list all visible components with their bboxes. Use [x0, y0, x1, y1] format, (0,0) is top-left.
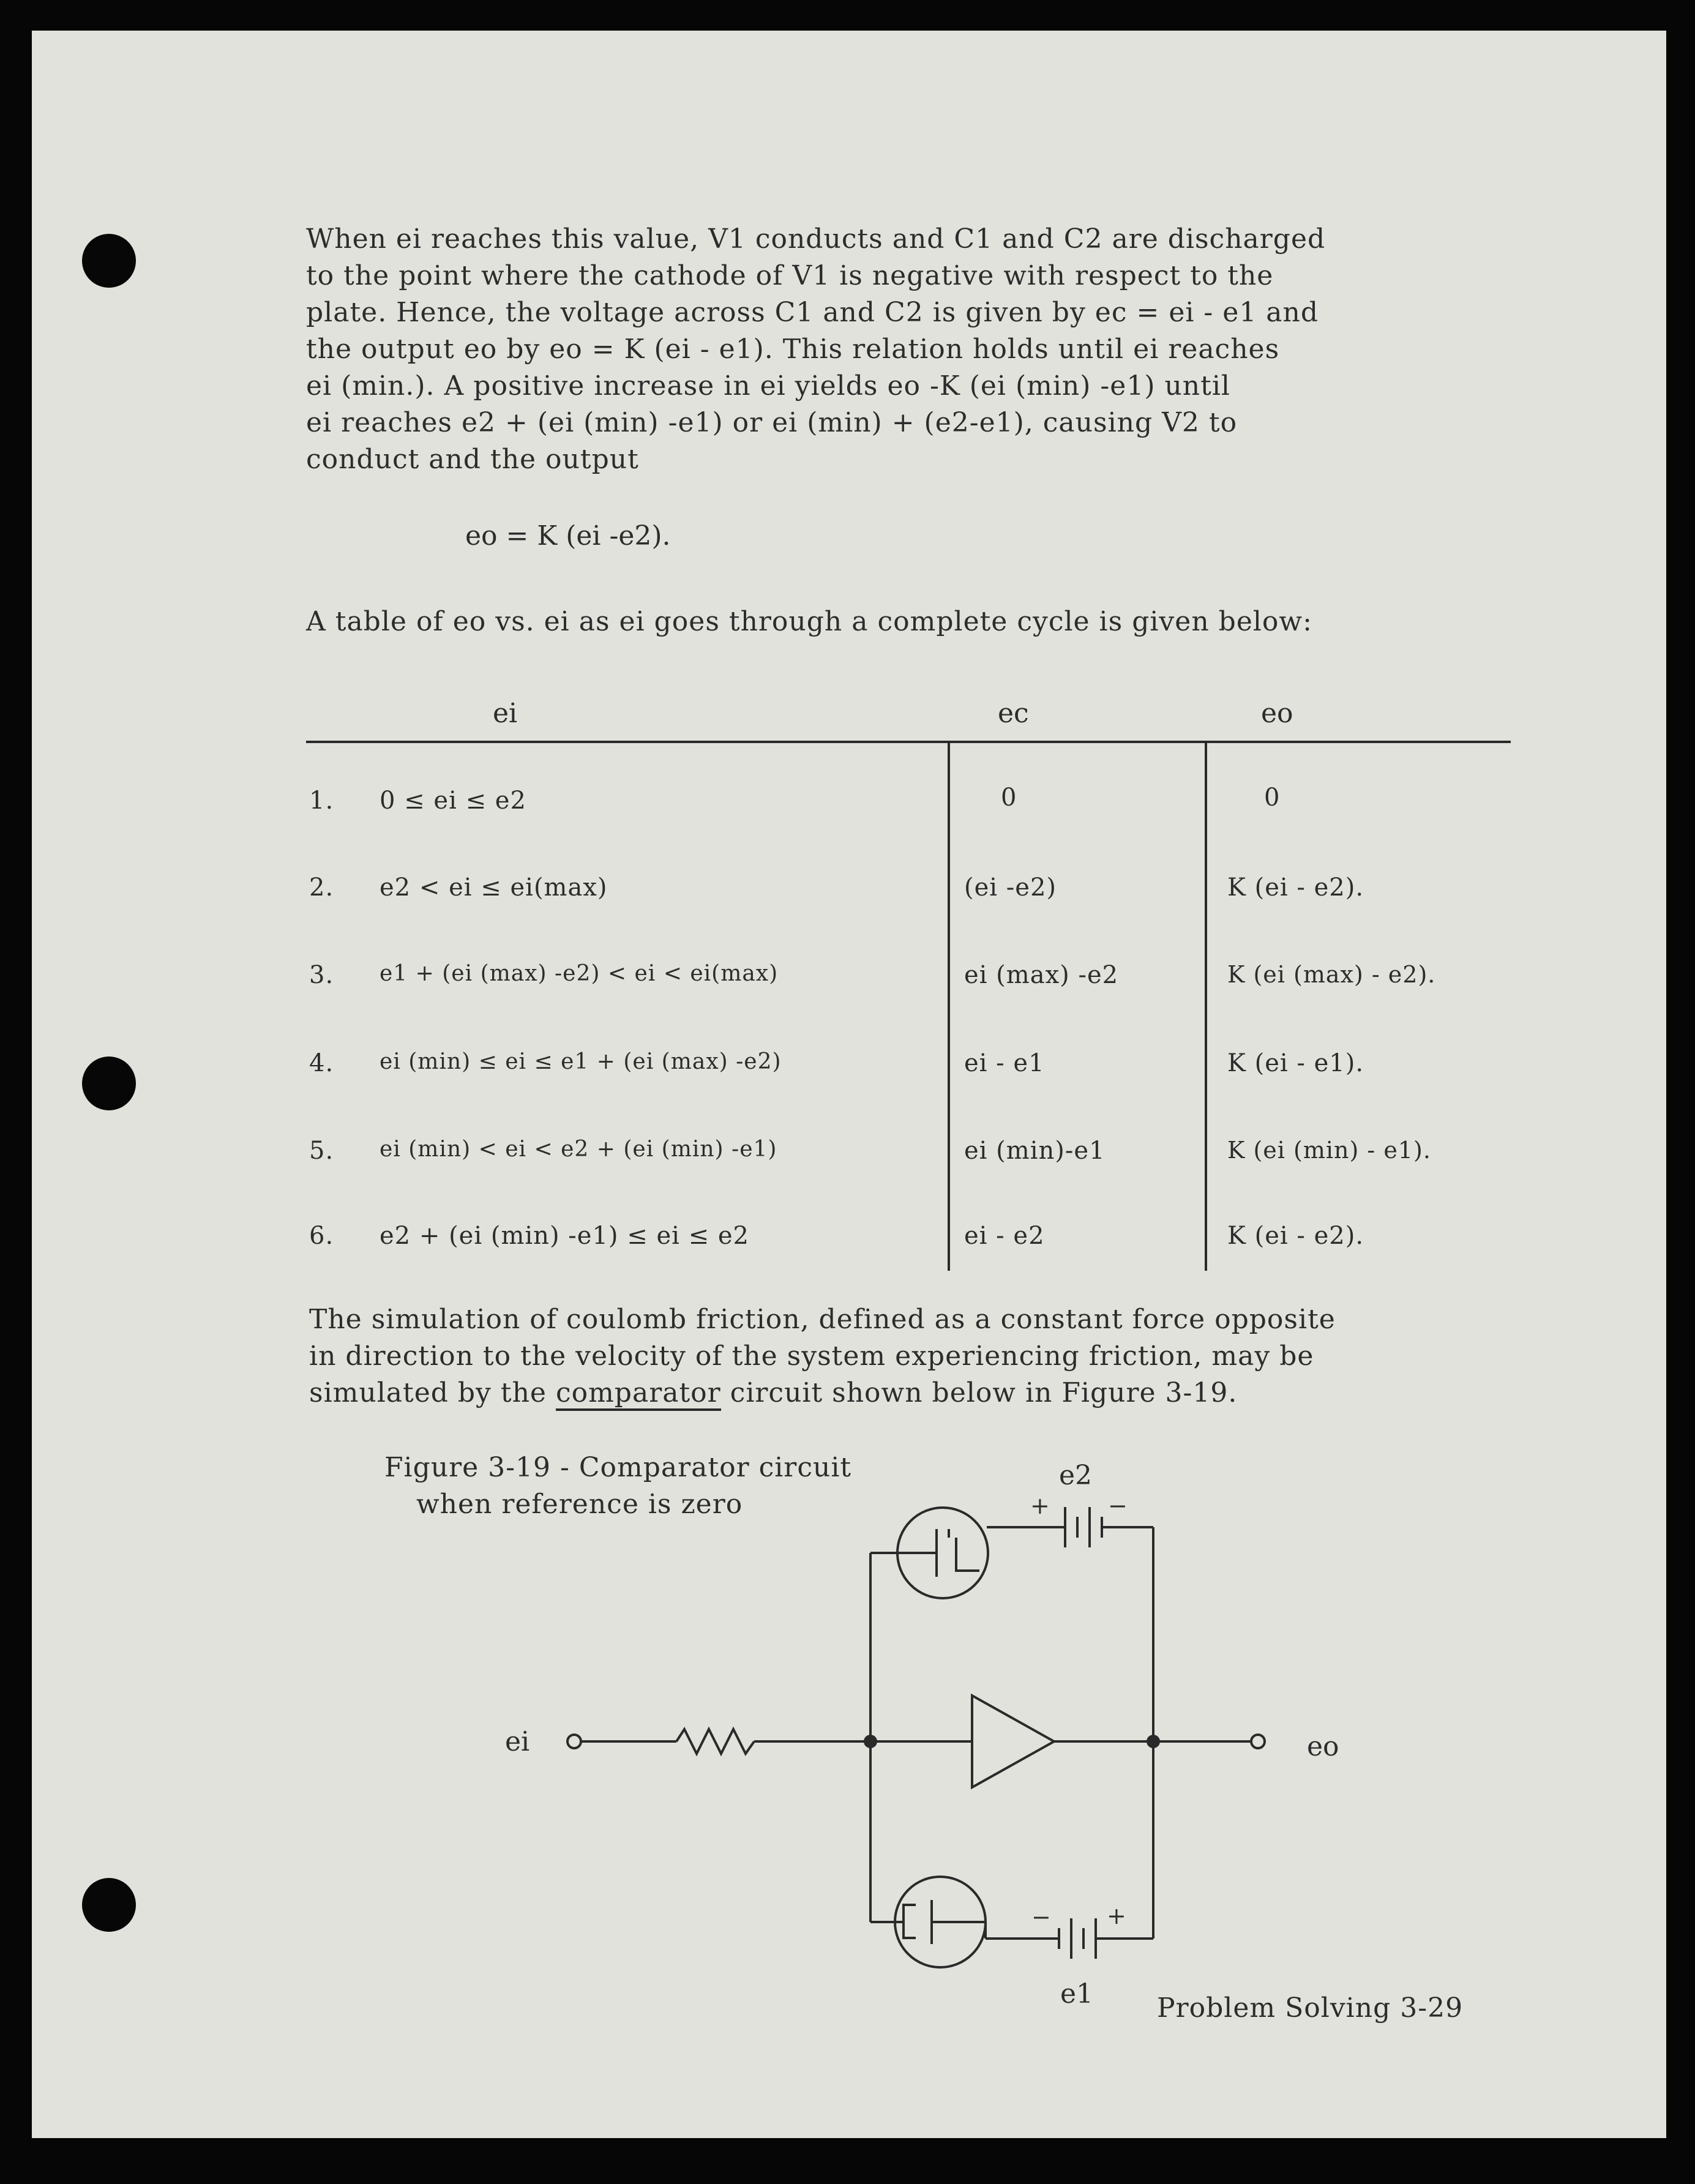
figure-caption-line2: when reference is zero [416, 1489, 743, 1520]
cell-ec: ei (max) -e2 [964, 961, 1119, 989]
cell-ec: ei - e1 [964, 1049, 1045, 1077]
table-intro: A table of eo vs. ei as ei goes through a complete cycle is given below: [306, 606, 1312, 637]
output-terminal [1251, 1735, 1265, 1748]
cell-eo: K (ei - e1). [1227, 1049, 1364, 1077]
paragraph1-line5: ei (min.). A positive increase in ei yields eo -K (ei (min) -e1) until [306, 370, 1230, 402]
junction-right [1147, 1735, 1160, 1748]
page-footer: Problem Solving 3-29 [1157, 1992, 1464, 2024]
table-header-ec: ec [998, 698, 1029, 729]
cell-eo: K (ei (max) - e2). [1227, 961, 1436, 988]
paragraph1-line7: conduct and the output [306, 444, 639, 475]
e1-plus-sign: + [1107, 1902, 1126, 1929]
equation-eo: eo = K (ei -e2). [465, 520, 671, 552]
row-number: 4. [309, 1049, 334, 1077]
cell-ei: e1 + (ei (max) -e2) < ei < ei(max) [380, 961, 779, 986]
table-header-eo: eo [1261, 698, 1293, 729]
e2-plus-sign: + [1030, 1492, 1050, 1519]
e2-minus-sign: − [1108, 1492, 1128, 1519]
cell-ec: 0 [1001, 783, 1017, 812]
cell-ec: ei - e2 [964, 1222, 1045, 1250]
cell-eo: K (ei - e2). [1227, 873, 1364, 902]
paragraph1-line3: plate. Hence, the voltage across C1 and C2 is given by ec = ei - e1 and [306, 297, 1319, 328]
paragraph2-line1: The simulation of coulomb friction, defined as a constant force opposite [309, 1304, 1336, 1335]
cell-ei: e2 < ei ≤ ei(max) [380, 873, 608, 902]
comparator-underlined-word: comparator [556, 1377, 721, 1411]
cell-ei: ei (min) ≤ ei ≤ e1 + (ei (max) -e2) [380, 1049, 782, 1074]
paragraph1-line2: to the point where the cathode of V1 is negative with respect to the [306, 260, 1274, 291]
paragraph1-line1: When ei reaches this value, V1 conducts and C1 and C2 are discharged [306, 223, 1326, 255]
row-number: 1. [309, 787, 334, 815]
paragraph2-line3: simulated by the comparator circuit shown below in Figure 3-19. [309, 1377, 1237, 1408]
row-number: 5. [309, 1137, 334, 1165]
input-label-ei: ei [505, 1726, 530, 1757]
cell-eo: 0 [1264, 783, 1281, 812]
cell-ei: e2 + (ei (min) -e1) ≤ ei ≤ e2 [380, 1222, 749, 1250]
input-terminal [567, 1735, 581, 1748]
cell-ei: ei (min) < ei < e2 + (ei (min) -e1) [380, 1137, 777, 1162]
output-label-eo: eo [1307, 1731, 1339, 1762]
cell-eo: K (ei (min) - e1). [1227, 1137, 1431, 1164]
table-header-ei: ei [493, 698, 518, 729]
row-number: 3. [309, 961, 334, 989]
cell-ec: (ei -e2) [964, 873, 1057, 902]
junction-left [864, 1735, 877, 1748]
battery-label-e1: e1 [1060, 1978, 1094, 2010]
e1-minus-sign: − [1031, 1904, 1051, 1931]
row-number: 2. [309, 873, 334, 902]
input-resistor [676, 1729, 754, 1754]
cell-eo: K (ei - e2). [1227, 1222, 1364, 1250]
amplifier-triangle [972, 1696, 1054, 1787]
cell-ec: ei (min)-e1 [964, 1137, 1106, 1165]
paragraph1-line6: ei reaches e2 + (ei (min) -e1) or ei (min) + (e2-e1), causing V2 to [306, 407, 1238, 438]
battery-label-e2: e2 [1059, 1460, 1093, 1491]
row-number: 6. [309, 1222, 334, 1250]
figure-caption-line1: Figure 3-19 - Comparator circuit [384, 1452, 852, 1483]
paragraph1-line4: the output eo by eo = K (ei - e1). This relation holds until ei reaches [306, 334, 1280, 365]
cell-ei: 0 ≤ ei ≤ e2 [380, 787, 526, 815]
paragraph2-line2: in direction to the velocity of the system experiencing friction, may be [309, 1341, 1314, 1372]
